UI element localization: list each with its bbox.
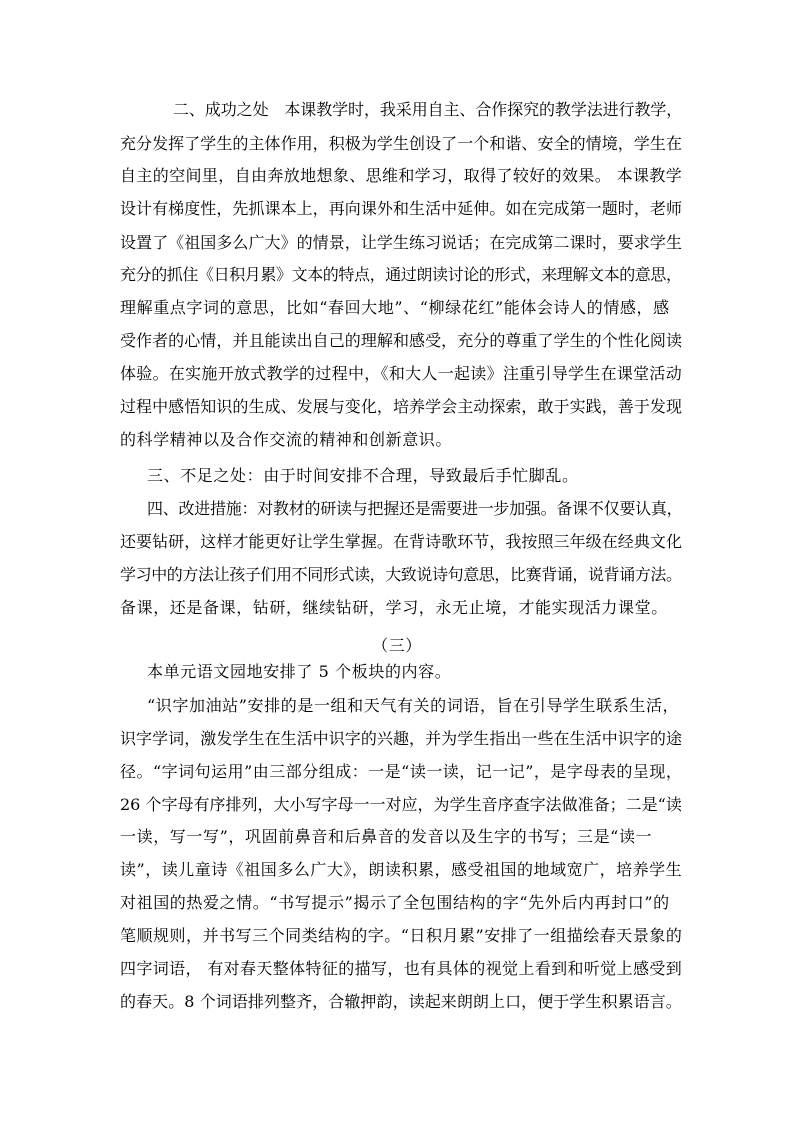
part3-heading: （三） bbox=[372, 636, 422, 655]
part3-line: 一读，写一写”，巩固前鼻音和后鼻音的发音以及生字的书写；三是“读一 bbox=[120, 827, 653, 846]
part3-line: 四字词语， 有对春天整体特征的描写，也有具体的视觉上看到和听觉上感受到 bbox=[120, 959, 683, 978]
section4-line: 四、改进措施：对教材的研读与把握还是需要进一步加强。备课不仅要认真， bbox=[147, 499, 683, 518]
section4-line: 还要钻研，这样才能更好让学生掌握。在背诗歌环节，我按照三年级在经典文化 bbox=[120, 532, 683, 551]
section2-line: 二、成功之处 本课教学时，我采用自主、合作探究的教学法进行教学， bbox=[173, 100, 683, 119]
part3-line: 对祖国的热爱之情。“书写提示”揭示了全包围结构的字“先外后内再封口”的 bbox=[120, 893, 670, 912]
section3-line: 三、不足之处：由于时间安排不合理，导致最后手忙脚乱。 bbox=[147, 466, 579, 485]
section4-line: 学习中的方法让孩子们用不同形式读，大致说诗句意思，比赛背诵，说背诵方法。 bbox=[120, 565, 682, 584]
section2-line: 受作者的心情，并且能读出自己的理解和感受，充分的尊重了学生的个性化阅读 bbox=[120, 331, 683, 350]
section4-line: 备课，还是备课，钻研，继续钻研，学习，永无止境，才能实现活力课堂。 bbox=[120, 598, 668, 617]
part3-line: 识字学词，激发学生在生活中识字的兴趣，并为学生指出一些在生活中识字的途 bbox=[120, 729, 683, 748]
part3-line: 径。“字词句运用”由三部分组成：一是“读一读，记一记”，是字母表的呈现， bbox=[120, 762, 683, 781]
part3-intro: 本单元语文园地安排了 5 个板块的内容。 bbox=[147, 662, 452, 681]
section2-line: 的科学精神以及合作交流的精神和创新意识。 bbox=[120, 430, 453, 449]
part3-line: 读”，读儿童诗《祖国多么广大》，朗读积累，感受祖国的地域宽广，培养学生 bbox=[120, 860, 683, 879]
section2-line: 自主的空间里，自由奔放地想象、思维和学习，取得了较好的效果。 本课教学 bbox=[120, 166, 683, 185]
part3-line: “识字加油站”安排的是一组和天气有关的词语，旨在引导学生联系生活， bbox=[147, 696, 680, 715]
section2-line: 设置了《祖国多么广大》的情景，让学生练习说话；在完成第二课时，要求学生 bbox=[120, 233, 683, 252]
part3-line: 的春天。8 个词语排列整齐，合辙押韵，读起来朗朗上口，便于学生积累语言。 bbox=[120, 992, 682, 1011]
section2-line: 理解重点字词的意思，比如“春回大地”、“柳绿花红”能体会诗人的情感，感 bbox=[120, 298, 670, 317]
part3-line: 26 个字母有序排列，大小写字母一一对应，为学生音序查字法做准备；二是“读 bbox=[120, 795, 682, 814]
part3-line: 笔顺规则，并书写三个同类结构的字。“日积月累”安排了一组描绘春天景象的 bbox=[120, 926, 683, 945]
section2-line: 充分发挥了学生的主体作用，积极为学生创设了一个和谐、安全的情境，学生在 bbox=[120, 134, 683, 153]
section2-line: 设计有梯度性，先抓课本上，再向课外和生活中延伸。如在完成第一题时，老师 bbox=[120, 199, 683, 218]
section2-line: 过程中感悟知识的生成、发展与变化，培养学会主动探索，敢于实践，善于发现 bbox=[120, 397, 683, 416]
section2-line: 体验。在实施开放式教学的过程中，《和大人一起读》注重引导学生在课堂活动 bbox=[120, 364, 683, 383]
section2-line: 充分的抓住《日积月累》文本的特点，通过朗读讨论的形式，来理解文本的意思， bbox=[120, 265, 682, 284]
